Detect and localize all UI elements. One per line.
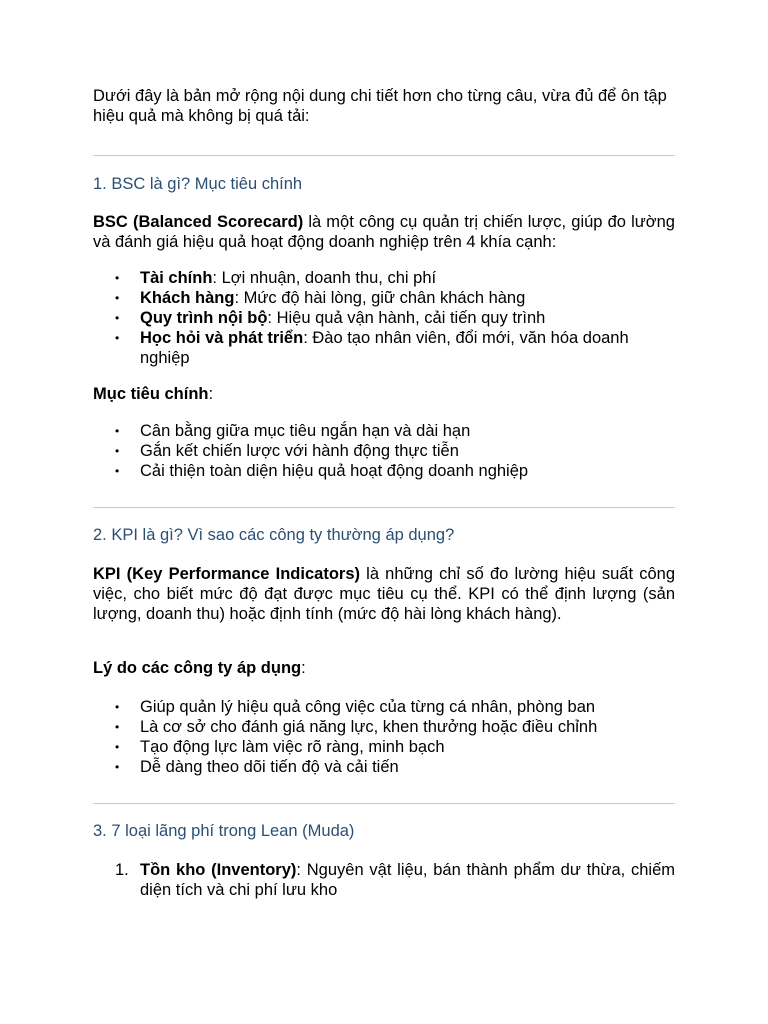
list-item: • Là cơ sở cho đánh giá năng lực, khen thưởng hoặc điều chỉnh [93,717,675,737]
list-item: • Cân bằng giữa mục tiêu ngắn hạn và dài hạn [93,421,675,441]
section-1-paragraph [93,212,675,252]
section-2-paragraph [93,564,675,624]
list-item-term: Quy trình nội bộ [140,309,268,327]
list-item-term: Tồn kho (Inventory) [140,861,297,879]
section-3-heading: 3. 7 loại lãng phí trong Lean (Muda) [93,822,355,840]
subheading-term: Mục tiêu chính [93,385,209,403]
subheading-colon: : [301,659,306,677]
subheading-colon: : [208,385,214,403]
bsc-definition: là một công cụ quản trị chiến lược, giúp đo lường và đánh giá hiệu quả hoạt động doanh nghiệp trên 4 khía cạnh: [93,213,675,251]
bsc-term: BSC (Balanced Scorecard) [93,213,304,231]
list-item-text: : Nguyên vật liệu, bán thành phẩm dư thừa, chiếm diện tích và chi phí lưu kho [140,861,676,899]
kpi-definition: là những chỉ số đo lường hiệu suất công việc, cho biết mức độ đạt được mục tiêu cụ thể. KPI có thể định lượng (sản lượng, doanh thu) hoặc định tính (mức độ hài lòng khách hàng). [93,565,675,623]
list-item-term: Khách hàng [140,289,235,307]
list-item: • Gắn kết chiến lược với hành động thực tiễn [93,441,675,461]
list-item [93,268,675,288]
section-1-subheading [93,384,675,404]
list-item: • Dễ dàng theo dõi tiến độ và cải tiến [93,757,675,777]
section-1-heading: 1. BSC là gì? Mục tiêu chính [93,175,303,193]
muda-list [93,860,675,900]
list-item [93,308,675,328]
kpi-reasons-list [93,697,675,777]
divider [93,507,675,508]
subheading-term: Lý do các công ty áp dụng [93,659,302,677]
divider [93,155,675,156]
list-item: • Tạo động lực làm việc rõ ràng, minh bạch [93,737,675,757]
bsc-perspectives-list [93,268,675,368]
section-2-heading: 2. KPI là gì? Vì sao các công ty thường áp dụng? [93,526,455,544]
list-item [93,288,675,308]
list-item-term: Học hỏi và phát triển [140,329,304,347]
intro-paragraph: Dưới đây là bản mở rộng nội dung chi tiết hơn cho từng câu, vừa đủ để ôn tập hiệu quả mà không bị quá tải: [93,87,667,125]
bsc-goals-list [93,421,675,481]
list-item-content [140,860,675,900]
list-item [93,860,675,900]
list-item-term: Tài chính [140,269,213,287]
list-item-text: : Đào tạo nhân viên, đổi mới, văn hóa doanh nghiệp [140,329,629,367]
list-item: • Cải thiện toàn diện hiệu quả hoạt động doanh nghiệp [93,461,675,481]
divider [93,803,675,804]
list-item: • Giúp quản lý hiệu quả công việc của từng cá nhân, phòng ban [93,697,675,717]
section-2-subheading [93,658,675,678]
list-item [93,328,675,368]
list-item-text: : Mức độ hài lòng, giữ chân khách hàng [234,289,526,307]
kpi-term: KPI (Key Performance Indicators) [93,565,360,583]
list-item-text: : Hiệu quả vận hành, cải tiến quy trình [267,309,546,327]
list-item-text: : Lợi nhuận, doanh thu, chi phí [212,269,437,287]
list-item-number: 1. [115,861,129,879]
